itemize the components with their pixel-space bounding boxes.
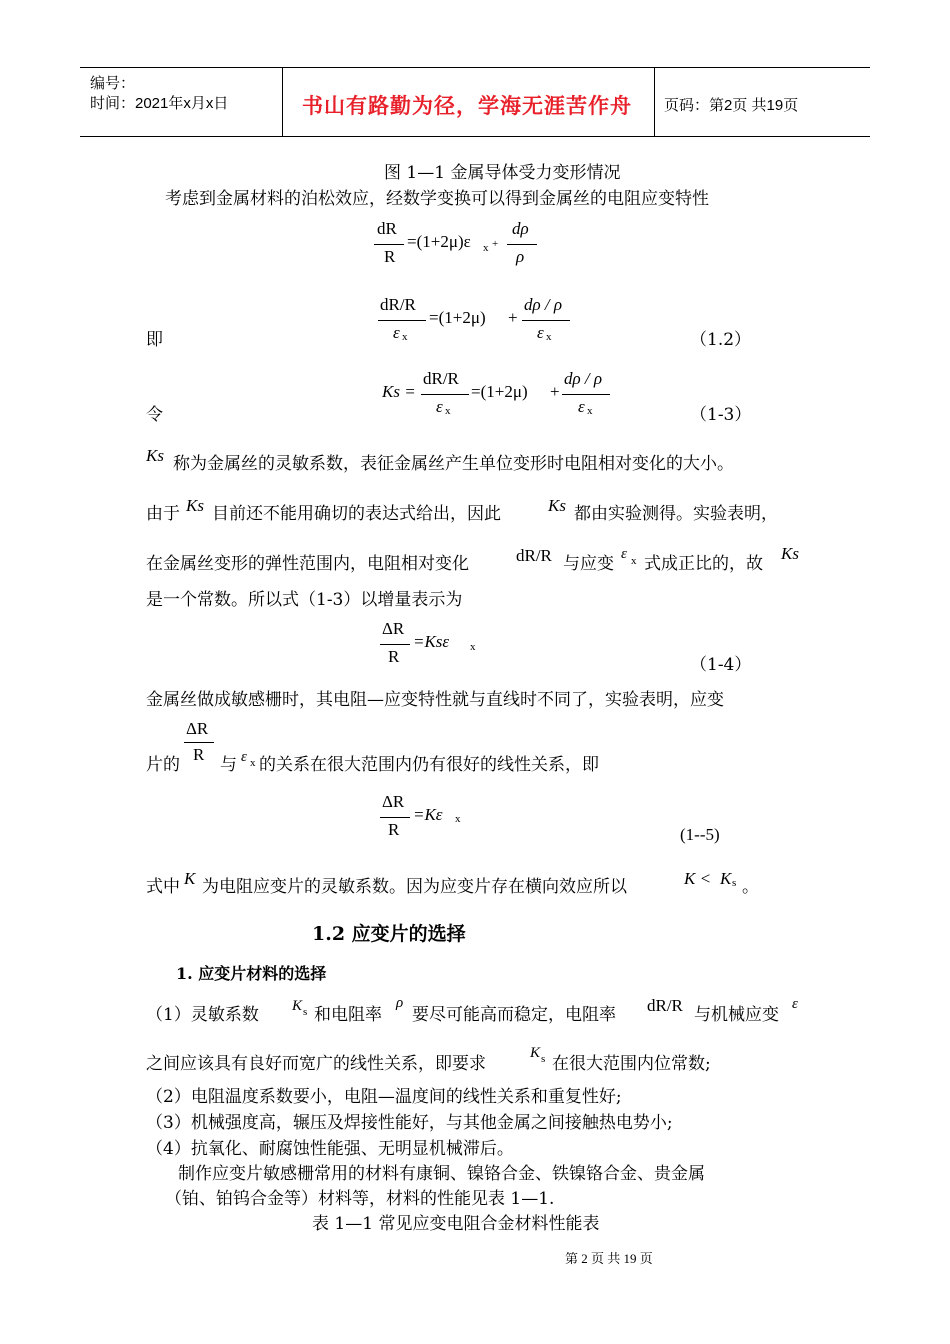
eq3-den-eps-2: ε xyxy=(578,397,585,416)
eq1-den-R: R xyxy=(384,247,396,266)
eq1-num-dR: dR xyxy=(377,219,397,238)
eq4-rhs-sub-x: x xyxy=(470,641,476,653)
eq3-num-dRR: dR/R xyxy=(423,369,459,388)
eq2-middle: =(1+2μ) xyxy=(429,308,486,327)
req1-cont-b: 在很大范围内位常数; xyxy=(552,1054,711,1074)
eq3-den-sub-x: x xyxy=(445,405,451,417)
req4: （4）抗氧化、耐腐蚀性能强、无明显机械滞后。 xyxy=(146,1139,514,1159)
para-grid-line1: 金属丝做成敏感栅时，其电阻—应变特性就与直线时不同了，实验表明，应变 xyxy=(146,690,724,710)
materials-line2: （铂、铂钨合金等）材料等，材料的性能见表 1—1. xyxy=(165,1189,555,1209)
header-divider-1 xyxy=(282,68,283,136)
para-k-c: 。 xyxy=(742,877,759,897)
grid-frac-den: R xyxy=(193,745,205,764)
eq2-fraction-bar-1 xyxy=(378,320,426,321)
eq2-num-dRR: dR/R xyxy=(380,295,416,314)
ks-symbol-3: Ks xyxy=(548,496,566,515)
eq3-middle: =(1+2μ) xyxy=(471,382,528,401)
eps-inline-1: ε xyxy=(621,546,627,562)
eq1-fraction-bar-1 xyxy=(374,244,404,245)
label-ji: 即 xyxy=(146,330,163,350)
eps-inline-2-sub: x xyxy=(250,757,256,769)
ks-symbol-1: Ks xyxy=(146,446,164,465)
ks-symbol-2: Ks xyxy=(186,496,204,515)
eq2-den-sub-x: x xyxy=(402,331,408,343)
eq5-rhs: =Kε xyxy=(413,805,443,824)
para-ks-line4: 是一个常数。所以式（1-3）以增量表示为 xyxy=(146,590,463,610)
eq5-den-R: R xyxy=(388,820,400,839)
eq2-den-eps-2: ε xyxy=(537,323,544,342)
para-ks-line2-c: 都由实验测得。实验表明， xyxy=(574,504,778,524)
req1-a: （1）灵敏系数 xyxy=(146,1005,259,1025)
eq3-prefix: Ks = xyxy=(382,382,416,401)
eq-number-1-2: （1.2） xyxy=(690,330,752,350)
page-footer: 第 2 页 共 19 页 xyxy=(565,1251,653,1266)
eps-inline-1-sub: x xyxy=(631,555,637,567)
eq1-num-drho: dρ xyxy=(512,219,529,238)
req1-rho: ρ xyxy=(396,995,404,1011)
label-ling: 令 xyxy=(146,405,163,425)
grid-fraction-bar xyxy=(184,742,214,743)
para-ks-line2-b: 目前还不能用确切的表达式给出，因此 xyxy=(212,504,501,524)
eq2-fraction-bar-2 xyxy=(522,320,570,321)
eq3-den-sub-x-2: x xyxy=(587,405,593,417)
para-grid-line2-c: 的关系在很大范围内仍有很好的线性关系，即 xyxy=(259,755,599,775)
eq5-rhs-sub-x: x xyxy=(455,813,461,825)
page-label: 页码：第2页 共19页 xyxy=(664,97,799,114)
eq3-den-eps: ε xyxy=(436,397,443,416)
req1-c: 要尽可能高而稳定，电阻率 xyxy=(412,1005,616,1025)
section-title: 1.2 应变片的选择 xyxy=(312,923,466,945)
eq1-middle: =(1+2μ)ε xyxy=(407,232,471,251)
intro-line: 考虑到金属材料的泊松效应，经数学变换可以得到金属丝的电阻应变特性 xyxy=(165,189,709,209)
req2: （2）电阻温度系数要小，电阻—温度间的线性关系和重复性好; xyxy=(146,1087,622,1107)
subsection-title: 1. 应变片材料的选择 xyxy=(176,964,327,983)
eq3-num-drho-rho: dρ / ρ xyxy=(564,369,603,388)
req1-ks-sub: s xyxy=(303,1006,308,1018)
grid-frac-num: ΔR xyxy=(186,719,209,738)
header-divider-2 xyxy=(654,68,655,136)
ks-small-symbol: K xyxy=(720,869,732,888)
para-ks-line3-b: 与应变 xyxy=(563,554,614,574)
eq4-fraction-bar xyxy=(380,644,410,645)
para-ks-line1: 称为金属丝的灵敏系数，表征金属丝产生单位变形时电阻相对变化的大小。 xyxy=(173,454,734,474)
req1-b: 和电阻率 xyxy=(314,1005,382,1025)
table-caption: 表 1—1 常见应变电阻合金材料性能表 xyxy=(312,1214,600,1234)
k-symbol: K xyxy=(184,869,196,888)
figure-caption: 图 1—1 金属导体受力变形情况 xyxy=(384,163,621,183)
eq4-den-R: R xyxy=(388,647,400,666)
req1-dRR: dR/R xyxy=(647,996,683,1015)
eq2-den-sub-x-2: x xyxy=(546,331,552,343)
eq1-plus: + xyxy=(492,238,499,250)
eq-number-1-4: （1-4） xyxy=(690,655,752,675)
req1-d: 与机械应变 xyxy=(694,1005,779,1025)
eq3-plus: + xyxy=(550,382,560,401)
para-k-b: 为电阻应变片的灵敏系数。因为应变片存在横向效应所以 xyxy=(202,877,627,897)
serial-label: 编号： xyxy=(90,75,136,92)
req1-cont-a: 之间应该具有良好而宽广的线性关系，即要求 xyxy=(146,1054,486,1074)
time-label: 时间：2021年x月x日 xyxy=(90,95,229,112)
eq2-plus: + xyxy=(508,308,518,327)
eq2-den-eps: ε xyxy=(393,323,400,342)
para-ks-line2-a: 由于 xyxy=(146,504,180,524)
req1-ks: K xyxy=(292,998,303,1014)
eq1-den-rho: ρ xyxy=(516,247,525,266)
eq5-fraction-bar xyxy=(380,817,410,818)
motto: 书山有路勤为径，学海无涯苦作舟 xyxy=(302,95,632,118)
para-k-a: 式中 xyxy=(146,877,180,897)
req1-eps: ε xyxy=(792,996,798,1012)
para-grid-line2-a: 片的 xyxy=(146,755,180,775)
req3: （3）机械强度高，辗压及焊接性能好，与其他金属之间接触热电势小; xyxy=(146,1113,673,1133)
materials-line1: 制作应变片敏感栅常用的材料有康铜、镍铬合金、铁镍铬合金、贵金属 xyxy=(178,1164,705,1184)
para-ks-line3-a: 在金属丝变形的弹性范围内，电阻相对变化 xyxy=(146,554,469,574)
ks-symbol-4: Ks xyxy=(781,544,799,563)
eq1-fraction-bar-2 xyxy=(507,244,537,245)
para-grid-line2-b: 与 xyxy=(220,755,237,775)
k-lt-symbol: K < xyxy=(684,869,712,888)
eq-number-1-5: (1--5) xyxy=(680,825,720,844)
req1-cont-ks-sub: s xyxy=(541,1053,546,1065)
eq3-fraction-bar-1 xyxy=(421,394,469,395)
para-ks-line3-c: 式成正比的，故 xyxy=(644,554,763,574)
para-dRR-inline: dR/R xyxy=(516,546,552,565)
eq2-num-drho-rho: dρ / ρ xyxy=(524,295,563,314)
eq3-fraction-bar-2 xyxy=(562,394,610,395)
eq1-sub-x: x xyxy=(483,242,489,254)
eq4-rhs: =Ksε xyxy=(413,632,450,651)
eq-number-1-3: （1-3） xyxy=(690,405,752,425)
ks-small-sub: s xyxy=(732,877,737,889)
req1-cont-ks: K xyxy=(530,1045,541,1061)
eq5-num-DeltaR: ΔR xyxy=(382,792,405,811)
eq4-num-DeltaR: ΔR xyxy=(382,619,405,638)
eps-inline-2: ε xyxy=(241,749,247,765)
